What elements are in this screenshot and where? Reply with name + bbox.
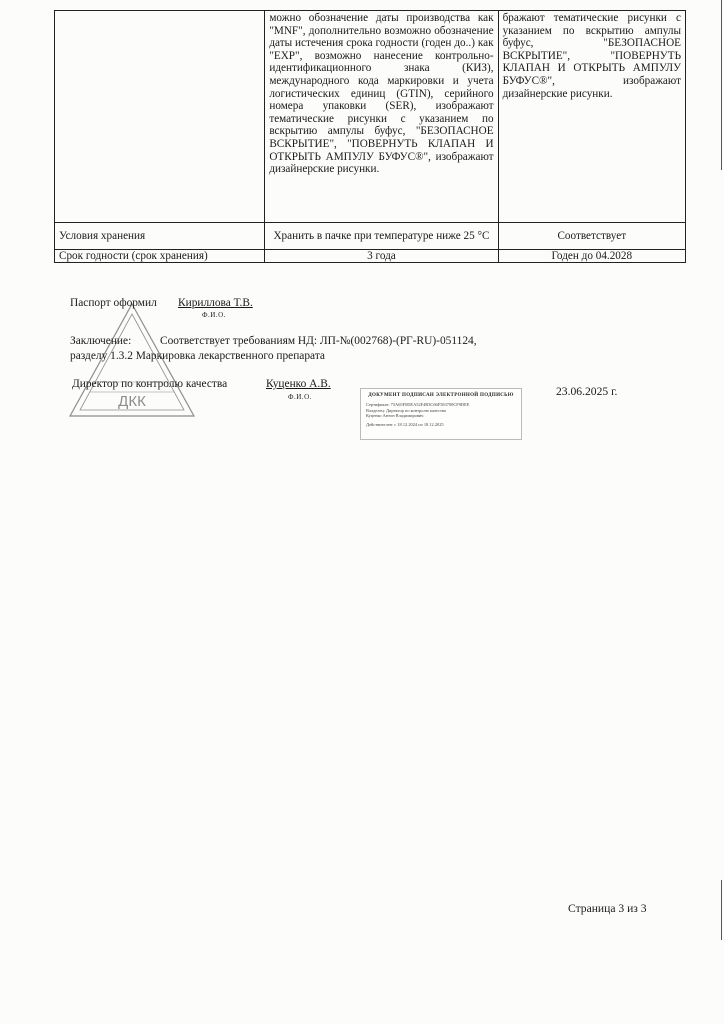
passport-label: Паспорт оформил (70, 297, 157, 309)
passport-name: Кириллова Т.В. (178, 297, 253, 309)
storage-requirement: Хранить в пачке при температуре ниже 25 °С (265, 223, 498, 250)
page-number: Страница 3 из 3 (568, 902, 647, 915)
signature-date: 23.06.2025 г. (556, 385, 618, 398)
esignature-owner: Владелец: Директор по контролю качества (366, 407, 446, 413)
passport-fio-caption: Ф.И.О. (202, 311, 226, 319)
electronic-signature-box (360, 388, 522, 440)
conclusion-text: Соответствует требованиям НД: ЛП-№(002768)-(РГ-RU)-051124, (160, 335, 477, 347)
director-fio-caption: Ф.И.О. (288, 393, 312, 401)
spec-table (54, 10, 686, 263)
storage-result: Соответствует (498, 223, 685, 250)
shelf-life-row (55, 250, 686, 263)
director-label: Директор по контролю качества (72, 378, 228, 390)
shelf-life-label: Срок годности (срок хранения) (55, 250, 265, 263)
conclusion-text-cont: разделу 1.3.2 Маркировка лекарственного препарата (70, 350, 325, 362)
director-name: Куценко А.В. (266, 378, 331, 390)
shelf-life-requirement: 3 года (265, 250, 498, 263)
scan-edge-mark (721, 0, 722, 170)
esignature-cert: Сертификат: 75A65F0DEA52F4B3C66F583700CF9DEE (366, 402, 470, 407)
marking-requirement-cell: можно обозначение даты производства как "MNF", дополнительно возможно обозначение даты истечения срока годности (годен до..) как "EXP", возможно нанесение контрольно-идентификационного знака (КИЗ), международного кода маркировки и учета логистических единиц (GTIN), серийного номера упаковки (SER), изображают тематические рисунки с указанием по вскрытию ампулы буфус, "БЕЗОПАСНОЕ ВСКРЫТИЕ", "ПОВЕРНУТЬ КЛАПАН И ОТКРЫТЬ АМПУЛУ БУФУС®", изображают дизайнерские рисунки. (265, 11, 498, 223)
esignature-validity: Действителен: с 18.12.2024 по 18.12.2025 (366, 421, 444, 427)
shelf-life-result: Годен до 04.2028 (498, 250, 685, 263)
scan-edge-mark-bottom (721, 880, 722, 940)
storage-label: Условия хранения (55, 223, 265, 250)
marking-result-cell: бражают тематические рисунки с указанием по вскрытию ампулы буфус, "БЕЗОПАСНОЕ ВСКРЫТИЕ", "ПОВЕРНУТЬ КЛАПАН И ОТКРЫТЬ АМПУЛУ БУФУС®", изображают дизайнерские рисунки. (498, 11, 685, 223)
storage-row (55, 223, 686, 250)
conclusion-label: Заключение: (70, 335, 132, 347)
esignature-title: ДОКУМЕНТ ПОДПИСАН ЭЛЕКТРОННОЙ ПОДПИСЬЮ (368, 393, 514, 398)
marking-label-cell (55, 11, 265, 223)
stamp-letters: ДКК (118, 393, 146, 410)
esignature-person: Куценко Антон Владимирович (366, 413, 424, 418)
marking-row (55, 11, 686, 223)
